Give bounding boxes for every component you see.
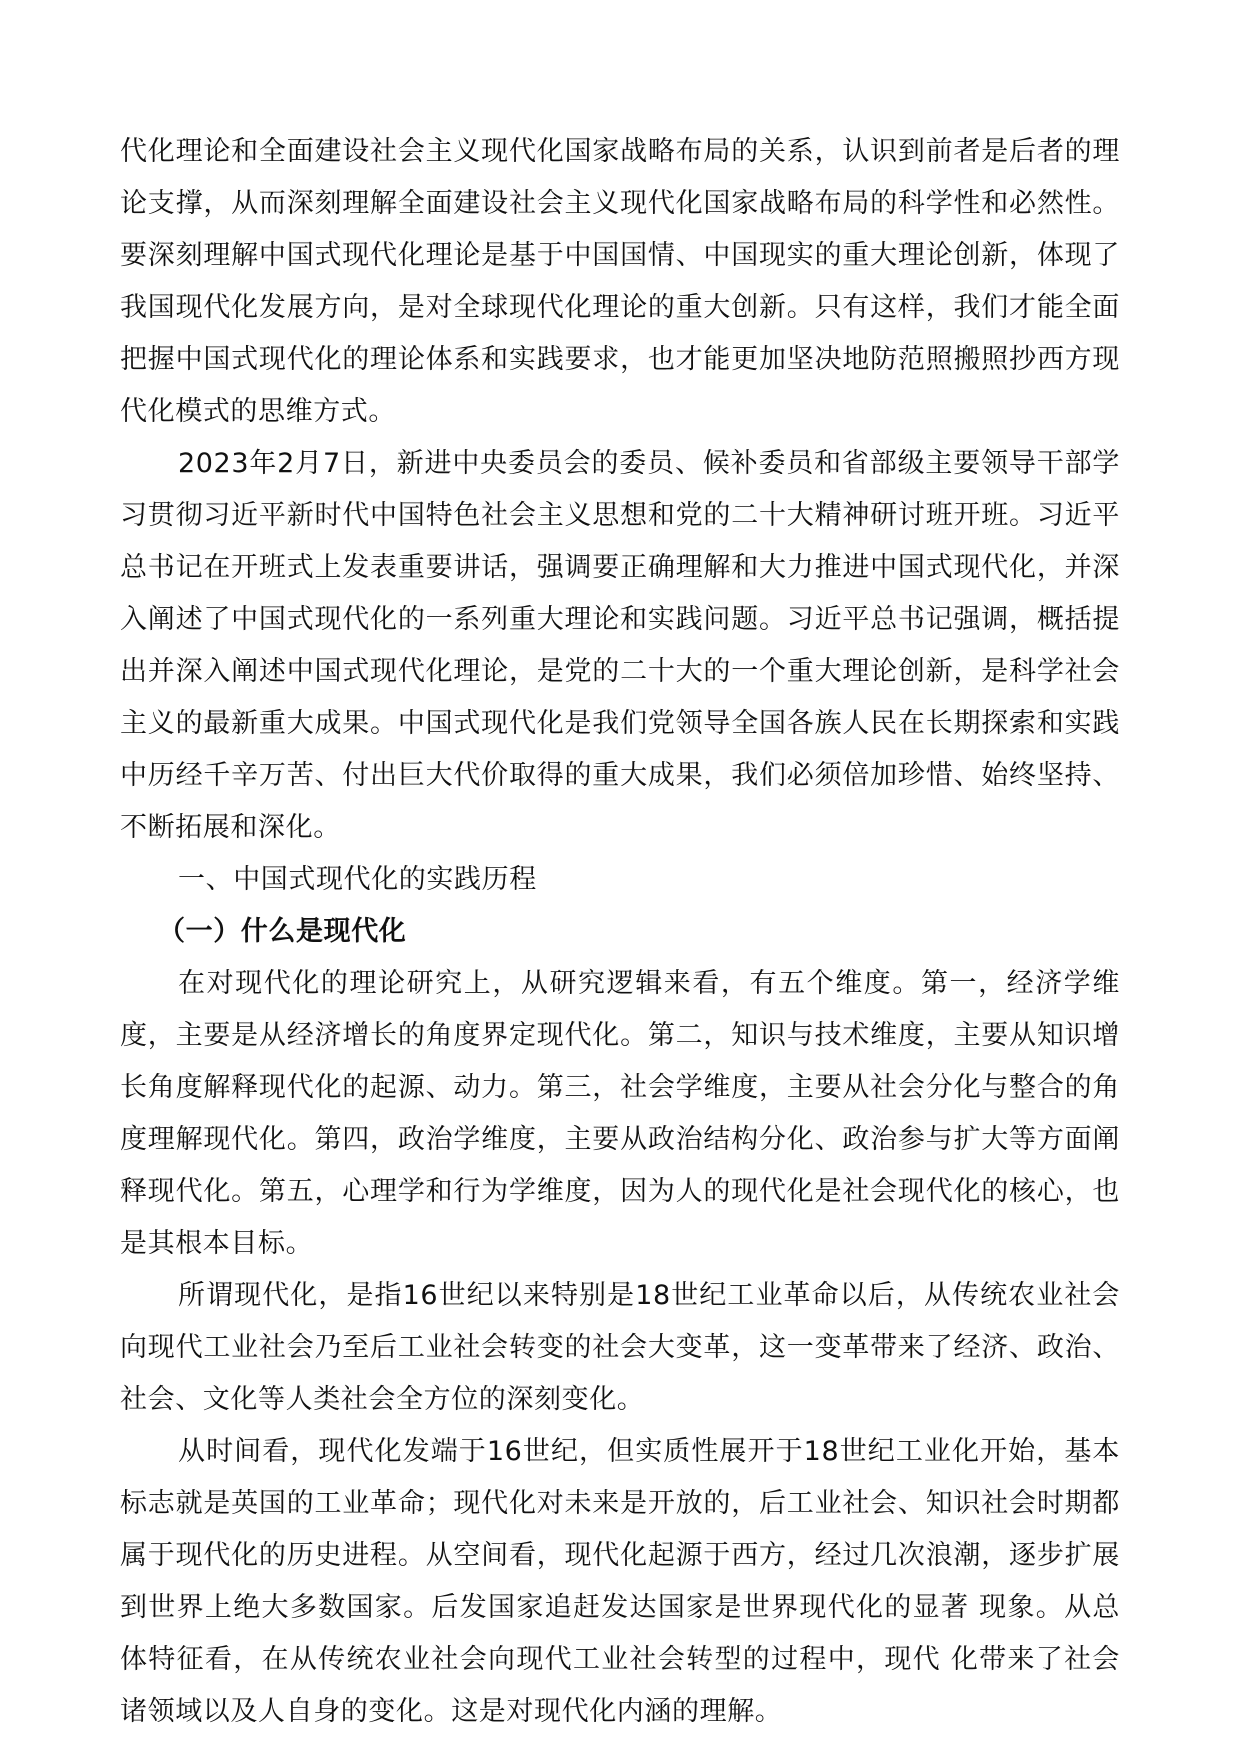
paragraph-five-dimensions: 在对现代化的理论研究上，从研究逻辑来看，有五个维度。第一，经济学维度，主要是从经济增长的角度界定现代化。第二，知识与技术维度，主要从知识增长角度解释现代化的起源、动力。第三，社会学维度，主要从社会分化与整合的角度理解现代化。第四，政治学维度，主要从政治结构分化、政治参与扩大等方面阐释现代化。第五，心理学和行为学维度，因为人的现代化是社会现代化的核心，也是其根本目标。 xyxy=(120,968,1120,1259)
paragraph-definition: 所谓现代化，是指16世纪以来特别是18世纪工业革命以后，从传统农业社会向现代工业社会乃至后工业社会转变的社会大变革，这一变革带来了经济、政治、社会、文化等人类社会全方位的深刻变化。 xyxy=(120,1280,1120,1415)
subsection-heading-what-is-modernization: （一）什么是现代化 xyxy=(158,916,407,947)
paragraph-continuation: 代化理论和全面建设社会主义现代化国家战略布局的关系，认识到前者是后者的理论支撑，从而深刻理解全面建设社会主义现代化国家战略布局的科学性和必然性。要深刻理解中国式现代化理论是基于中国国情、中国现实的重大理论创新，体现了我国现代化发展方向，是对全球现代化理论的重大创新。只有这样，我们才能全面把握中国式现代化的理论体系和实践要求，也才能更加坚决地防范照搬照抄西方现代化模式的思维方式。 xyxy=(120,136,1120,427)
paragraph-time-space-features: 从时间看，现代化发端于16世纪，但实质性展开于18世纪工业化开始，基本标志就是英国的工业革命；现代化对未来是开放的，后工业社会、知识社会时期都属于现代化的历史进程。从空间看，现代化起源于西方，经过几次浪潮，逐步扩展到世界上绝大多数国家。后发国家追赶发达国家是世界现代化的显著 现象。从总体特征看，在从传统农业社会向现代工业社会转型的过程中，现代 化带来了社会诸领域以及人自身的变化。这是对现代化内涵的理解。 xyxy=(120,1436,1120,1727)
document-page xyxy=(120,126,1120,1738)
paragraph-seminar-2023: 2023年2月7日，新进中央委员会的委员、候补委员和省部级主要领导干部学习贯彻习近平新时代中国特色社会主义思想和党的二十大精神研讨班开班。习近平总书记在开班式上发表重要讲话，强调要正确理解和大力推进中国式现代化，并深入阐述了中国式现代化的一系列重大理论和实践问题。习近平总书记强调，概括提出并深入阐述中国式现代化理论，是党的二十大的一个重大理论创新，是科学社会主义的最新重大成果。中国式现代化是我们党领导全国各族人民在长期探索和实践中历经千辛万苦、付出巨大代价取得的重大成果，我们必须倍加珍惜、始终坚持、不断拓展和深化。 xyxy=(120,448,1120,843)
section-heading-practice-history: 一、中国式现代化的实践历程 xyxy=(178,864,537,895)
